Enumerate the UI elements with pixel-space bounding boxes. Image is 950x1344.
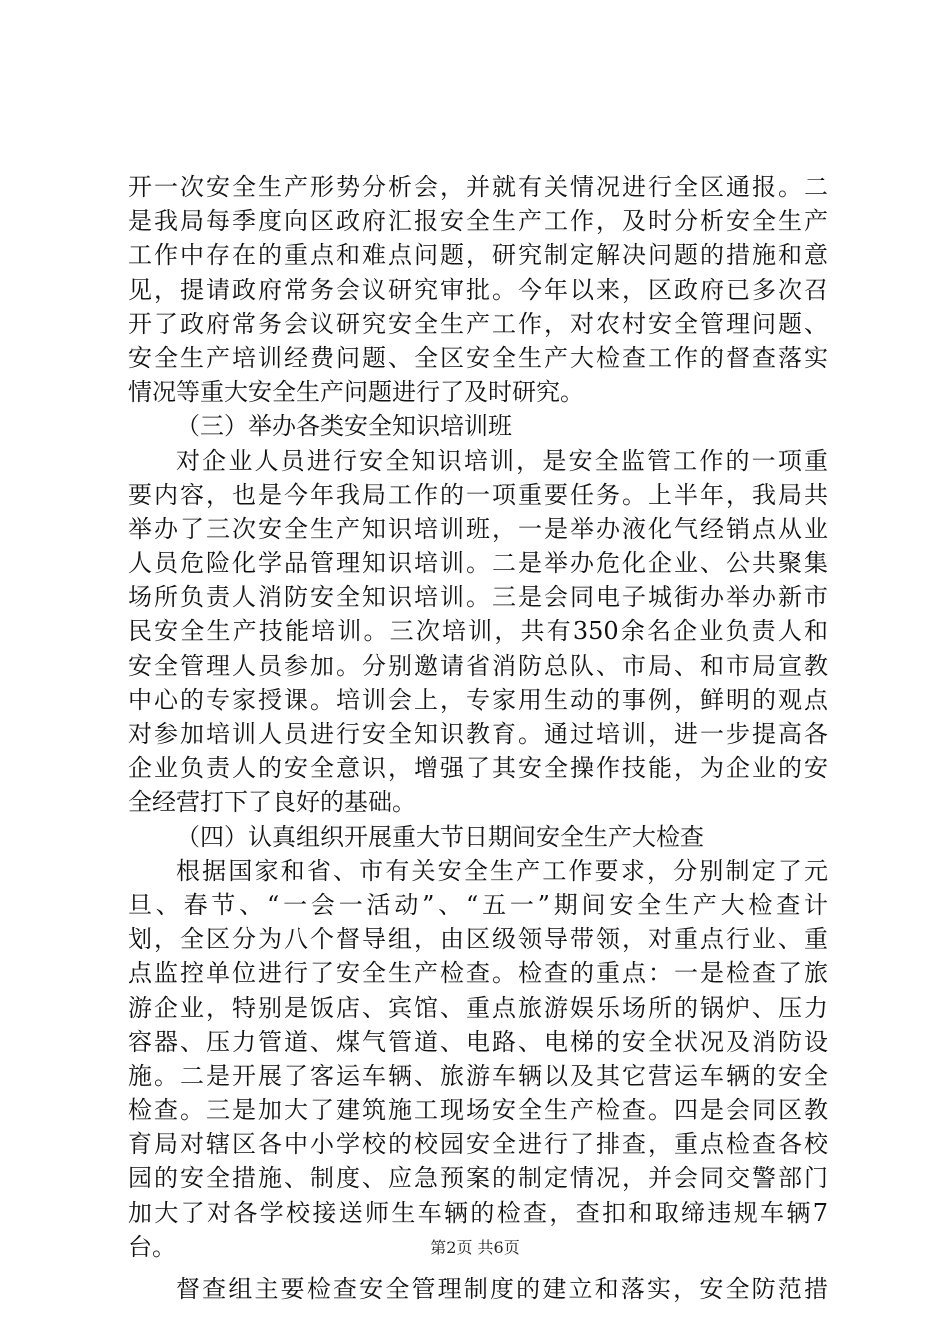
text-line: 要内容，也是今年我局工作的一项重要任务。上半年，我局共 <box>128 480 828 509</box>
text-line: 场所负责人消防安全知识培训。三是会同电子城街办举办新市 <box>128 583 828 612</box>
text-line: 加大了对各学校接送师生车辆的检查，查扣和取缔违规车辆7 <box>128 1198 828 1227</box>
document-body <box>128 170 828 1306</box>
text-line: 安全管理人员参加。分别邀请省消防总队、市局、和市局宣教 <box>128 651 828 680</box>
text-line: 督查组主要检查安全管理制度的建立和落实，安全防范措 <box>176 1275 828 1303</box>
text-line: 见，提请政府常务会议研究审批。今年以来，区政府已多次召 <box>128 275 828 304</box>
text-line: 游企业，特别是饭店、宾馆、重点旅游娱乐场所的锅炉、压力 <box>128 993 828 1022</box>
text-line: 容器、压力管道、煤气管道、电路、电梯的安全状况及消防设 <box>128 1027 828 1056</box>
text-line: 开一次安全生产形势分析会，并就有关情况进行全区通报。二 <box>128 173 828 201</box>
text-line: 是我局每季度向区政府汇报安全生产工作，及时分析安全生产 <box>128 207 828 236</box>
text-line: 举办了三次安全生产知识培训班，一是举办液化气经销点从业 <box>128 514 828 543</box>
paragraph-gap <box>128 1264 828 1272</box>
text-line: 情况等重大安全生产问题进行了及时研究。 <box>128 378 584 407</box>
text-line: 企业负责人的安全意识，增强了其安全操作技能，为企业的安 <box>128 754 828 783</box>
section-heading: （四）认真组织开展重大节日期间安全生产大检查 <box>176 822 704 851</box>
text-line: 检查。三是加大了建筑施工现场安全生产检查。四是会同区教 <box>128 1096 828 1125</box>
text-line: 全经营打下了良好的基础。 <box>128 788 416 817</box>
text-line: 对参加培训人员进行安全知识教育。通过培训，进一步提高各 <box>128 720 828 748</box>
section-heading: （三）举办各类安全知识培训班 <box>176 412 512 441</box>
text-line: 园的安全措施、制度、应急预案的制定情况，并会同交警部门 <box>128 1164 828 1193</box>
page-number-footer: 第2页 共6页 <box>430 1238 520 1257</box>
text-line: 点监控单位进行了安全生产检查。检查的重点：一是检查了旅 <box>128 959 828 988</box>
text-line: 根据国家和省、市有关安全生产工作要求，分别制定了元 <box>176 856 828 885</box>
text-line: 开了政府常务会议研究安全生产工作，对农村安全管理问题、 <box>128 309 828 338</box>
text-line: 台。 <box>128 1232 176 1261</box>
text-line: 工作中存在的重点和难点问题，研究制定解决问题的措施和意 <box>128 241 828 270</box>
text-line: 施。二是开展了客运车辆、旅游车辆以及其它营运车辆的安全 <box>128 1061 828 1090</box>
text-line: 育局对辖区各中小学校的校园安全进行了排查，重点检查各校 <box>128 1130 828 1159</box>
text-line: 人员危险化学品管理知识培训。二是举办危化企业、公共聚集 <box>128 549 828 578</box>
text-line: 安全生产培训经费问题、全区安全生产大检查工作的督查落实 <box>128 343 828 372</box>
text-line: 民安全生产技能培训。三次培训，共有350余名企业负责人和 <box>128 617 828 646</box>
text-line: 划，全区分为八个督导组，由区级领导带领，对重点行业、重 <box>128 925 828 954</box>
text-line: 对企业人员进行安全知识培训，是安全监管工作的一项重 <box>176 446 828 475</box>
text-line: 旦、春节、“一会一活动”、“五一”期间安全生产大检查计 <box>128 890 828 919</box>
text-line: 中心的专家授课。培训会上，专家用生动的事例，鲜明的观点 <box>128 685 828 714</box>
